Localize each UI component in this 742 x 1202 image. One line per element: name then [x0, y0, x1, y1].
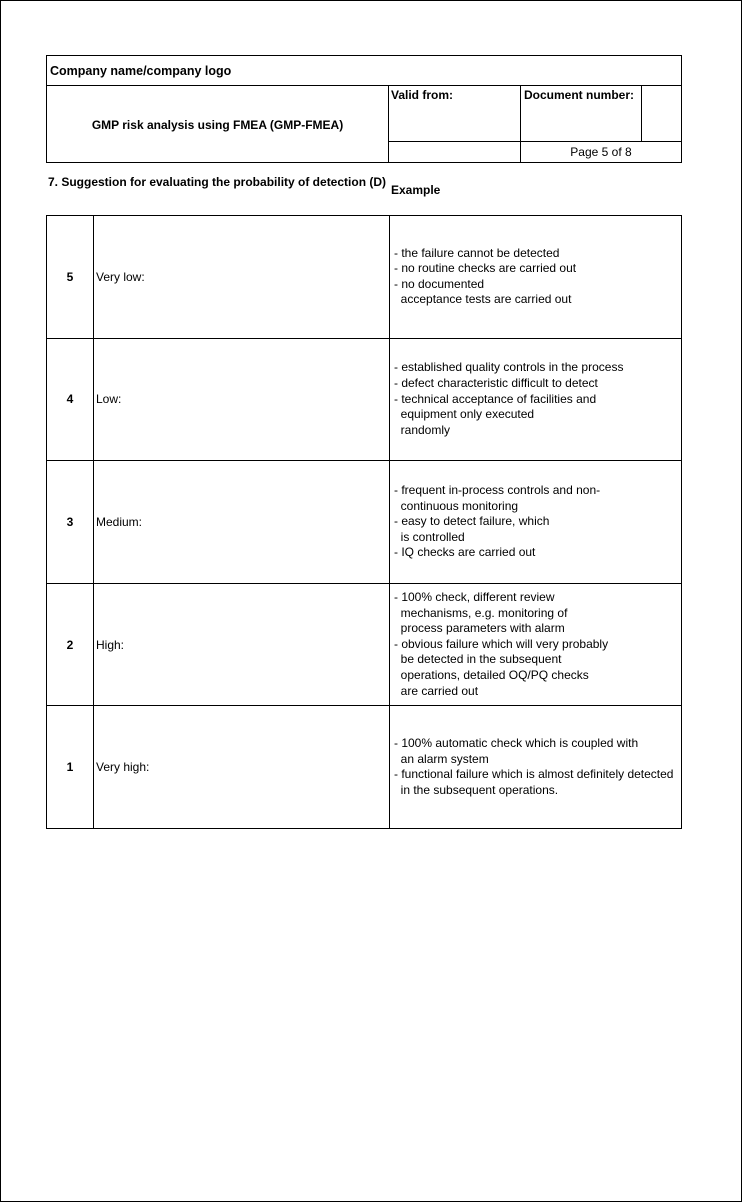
example-list — [394, 736, 673, 798]
table-row — [47, 339, 682, 462]
example-line: mechanisms, e.g. monitoring of — [394, 605, 568, 620]
example-list — [394, 246, 576, 308]
example-line: is controlled — [394, 529, 465, 544]
example-list — [394, 590, 608, 699]
score-cell: 3 — [47, 461, 94, 583]
rating-label: Very low: — [94, 216, 390, 338]
example-heading: Example — [391, 183, 441, 197]
table-row — [47, 461, 682, 584]
example-line: acceptance tests are carried out — [394, 292, 572, 307]
example-line: be detected in the subsequent — [394, 652, 562, 667]
valid-from-value — [389, 142, 521, 163]
score-cell: 4 — [47, 339, 94, 461]
example-line: - 100% automatic check which is coupled with — [394, 735, 639, 750]
table-row — [47, 706, 682, 829]
example-cell — [390, 706, 682, 828]
score-cell: 5 — [47, 216, 94, 338]
document-title: GMP risk analysis using FMEA (GMP-FMEA) — [47, 86, 389, 163]
section-title: 7. Suggestion for evaluating the probability of detection (D) — [48, 175, 387, 189]
page-number: Page 5 of 8 — [570, 145, 632, 159]
example-cell — [390, 584, 682, 706]
example-line: - the failure cannot be detected — [394, 245, 560, 260]
example-line: - no documented — [394, 276, 485, 291]
example-line: - technical acceptance of facilities and — [394, 391, 597, 406]
example-line: continuous monitoring — [394, 498, 519, 513]
example-list — [394, 483, 600, 561]
table-row — [47, 216, 682, 339]
example-line: - established quality controls in the process — [394, 360, 624, 375]
example-cell — [390, 216, 682, 338]
example-line: - no routine checks are carried out — [394, 261, 577, 276]
detection-table — [46, 215, 682, 829]
valid-from-label: Valid from: — [389, 86, 521, 142]
example-line: an alarm system — [394, 751, 489, 766]
example-line: equipment only executed — [394, 407, 535, 422]
score-cell: 1 — [47, 706, 94, 828]
example-list — [394, 360, 623, 438]
example-line: - 100% check, different review — [394, 590, 555, 604]
rating-label: High: — [94, 584, 390, 706]
rating-label: Low: — [94, 339, 390, 461]
document-number-label: Document number: — [521, 86, 642, 142]
rating-label: Medium: — [94, 461, 390, 583]
example-line: process parameters with alarm — [394, 621, 565, 636]
table-row — [47, 584, 682, 707]
example-line: - easy to detect failure, which — [394, 514, 550, 529]
example-line: operations, detailed OQ/PQ checks — [394, 667, 589, 682]
score-cell: 2 — [47, 584, 94, 706]
document-number-value — [642, 86, 681, 142]
example-line: - IQ checks are carried out — [394, 545, 536, 560]
example-cell — [390, 339, 682, 461]
example-line: - functional failure which is almost definitely detected — [394, 767, 674, 782]
example-line: - defect characteristic difficult to detect — [394, 376, 598, 390]
rating-label: Very high: — [94, 706, 390, 828]
company-name: Company name/company logo — [47, 56, 681, 86]
example-line: - obvious failure which will very probably — [394, 636, 609, 651]
example-cell — [390, 461, 682, 583]
example-line: randomly — [394, 422, 451, 437]
example-line: are carried out — [394, 683, 479, 698]
document-header — [46, 55, 682, 163]
example-line: - frequent in-process controls and non- — [394, 483, 601, 497]
example-line: in the subsequent operations. — [394, 782, 559, 797]
